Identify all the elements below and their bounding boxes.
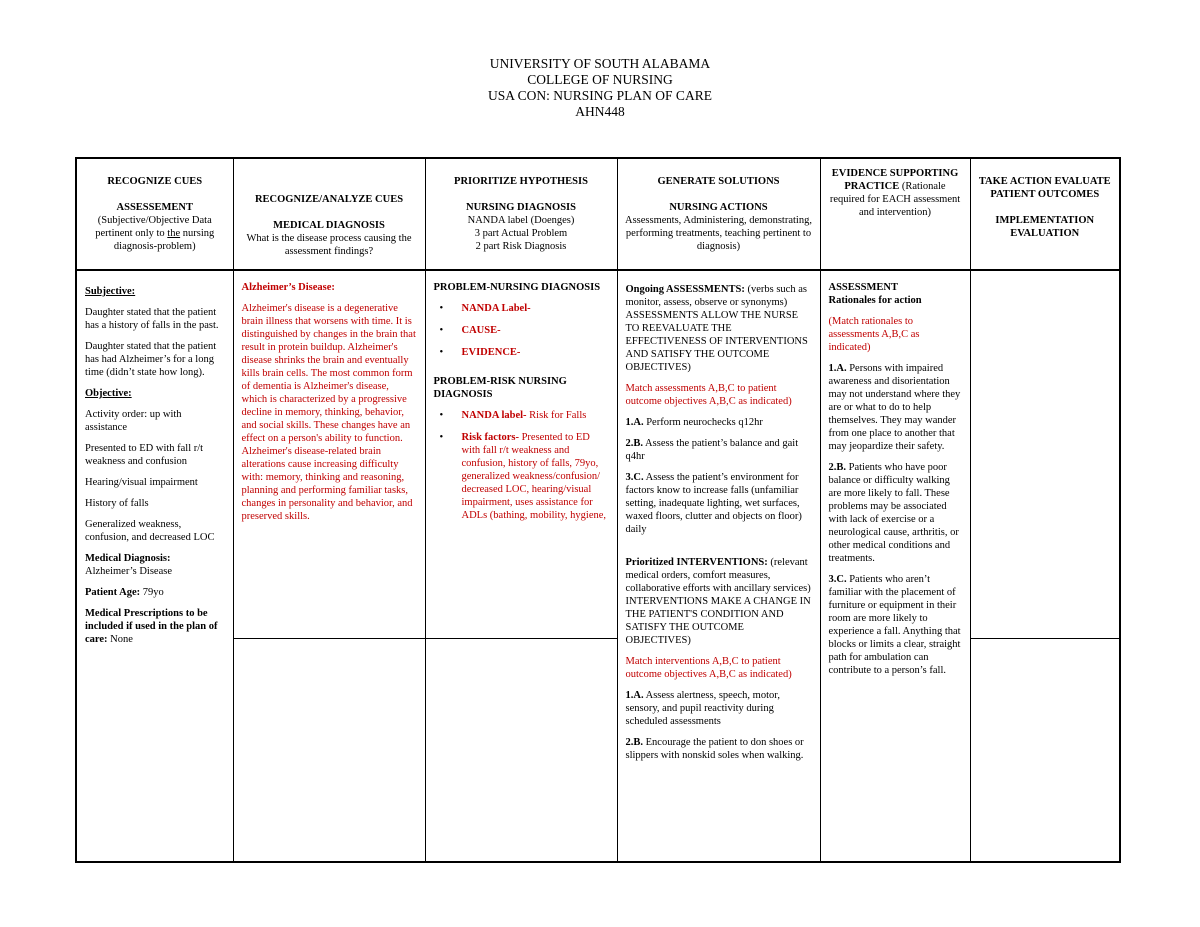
risk-nanda-value: Risk for Falls bbox=[526, 410, 587, 421]
medical-diagnosis-cell-lower bbox=[233, 638, 425, 862]
objective-item: History of falls bbox=[85, 498, 149, 509]
problem-dx-title: PROBLEM-NURSING DIAGNOSIS bbox=[433, 282, 601, 293]
col-header-nursing-diagnosis bbox=[425, 158, 617, 270]
header-college: COLLEGE OF NURSING bbox=[527, 72, 673, 87]
objective-item: Presented to ED with fall r/t weakness and confusion bbox=[85, 443, 204, 467]
rationale-label: 1.A. bbox=[828, 363, 847, 374]
intervention-item: Encourage the patient to don shoes or slippers with nonskid soles when walking. bbox=[625, 737, 804, 761]
rationale-label: 2.B. bbox=[828, 462, 847, 473]
patient-age-value: 79yo bbox=[142, 587, 164, 598]
evidence-label: EVIDENCE- bbox=[461, 347, 521, 358]
rationale-item: Persons with impaired awareness and disorientation may not understand where they are or what to do to help themselves. They may wander from one place to another that may jeopardize their safety. bbox=[828, 363, 961, 452]
prescriptions-label: Medical Prescriptions to be included if used in the plan of care: bbox=[85, 608, 218, 645]
disease-description: Alzheimer's disease is a degenerative brain illness that worsens with time. It is distinguished by changes in the brain that result in protein buildup. Alzheimer's disease shrinks the brain and eventually kills brain cells. The most common form of dementia is Alzheimer's disease, which is characterized by a progressive decline in memory, thinking, behavior, and social skills. These changes have an effect on a person's ability to function. Alzheimer's disease-related brain alterations cause increasing difficulty with: memory, thinking and reasoning, planning and performing familiar tasks, changes in personality and behavior, and preserved skills. bbox=[241, 303, 416, 522]
col2-subtitle: MEDICAL DIAGNOSIS bbox=[273, 220, 385, 231]
ongoing-assessments-label: Ongoing ASSESSMENTS: bbox=[625, 284, 745, 295]
col4-desc: Assessments, Administering, demonstrating, performing treatments, teaching pertinent to diagnosis) bbox=[625, 215, 812, 252]
col3-title: PRIORITIZE HYPOTHESIS bbox=[454, 176, 588, 187]
assessment-cell bbox=[76, 270, 233, 862]
risk-dx-title: PROBLEM-RISK NURSING DIAGNOSIS bbox=[433, 376, 567, 400]
risk-nanda-label: NANDA label- bbox=[461, 410, 527, 421]
care-plan-table bbox=[75, 157, 1121, 863]
col-header-recognize-cues bbox=[76, 158, 233, 270]
col2-title: RECOGNIZE/ANALYZE CUES bbox=[254, 194, 404, 205]
assessment-item: Assess the patient’s balance and gait q4hr bbox=[625, 438, 799, 462]
col2-desc: What is the disease process causing the assessment findings? bbox=[246, 233, 412, 257]
header-plan-title: USA CON: NURSING PLAN OF CARE bbox=[488, 88, 712, 103]
rationale-item: Patients who aren’t familiar with the placement of furniture or equipment in their room are more likely to experience a fall. Anything that blocks or limits a clear, straight path for ambulation can contribute to a person’s fall. bbox=[828, 574, 961, 676]
evidence-title: ASSESSMENT bbox=[828, 282, 898, 293]
prescriptions-value: None bbox=[110, 634, 133, 645]
col3-desc2: 3 part Actual Problem bbox=[474, 228, 568, 239]
assessment-item: Perform neurochecks q12hr bbox=[643, 417, 763, 428]
evidence-subtitle: Rationales for action bbox=[828, 295, 922, 306]
col4-title: GENERATE SOLUTIONS bbox=[657, 176, 780, 187]
col1-title: RECOGNIZE CUES bbox=[107, 176, 203, 187]
match-assessments-note: Match assessments A,B,C to patient outcome objectives A,B,C as indicated) bbox=[625, 383, 792, 407]
col-header-medical-diagnosis bbox=[233, 158, 425, 270]
subjective-label: Subjective: bbox=[85, 286, 136, 297]
subjective-item: Daughter stated that the patient has a history of falls in the past. bbox=[85, 307, 219, 331]
rationale-label: 3.C. bbox=[828, 574, 847, 585]
col6-subtitle: IMPLEMENTATION EVALUATION bbox=[995, 215, 1095, 239]
objective-item: Activity order: up with assistance bbox=[85, 409, 182, 433]
col5-title: EVIDENCE SUPPORTING PRACTICE bbox=[831, 168, 959, 192]
nursing-actions-cell bbox=[617, 270, 820, 862]
intervention-label: 2.B. bbox=[625, 737, 644, 748]
rationale-item: Patients who have poor balance or difficulty walking are more likely to fall. These problems may be associated with lack of exercise or a neurological cause, arthritis, or other medical conditions and treatments. bbox=[828, 462, 959, 564]
assessment-label: 2.B. bbox=[625, 438, 644, 449]
disease-title: Alzheimer’s Disease: bbox=[241, 282, 335, 293]
assessment-item: Assess the patient’s environment for factors know to increase falls (unfamiliar setting, inadequate lighting, wet surfaces, waxed floors, clutter and objects on floor) daily bbox=[625, 472, 802, 535]
medical-dx-label: Medical Diagnosis: bbox=[85, 553, 171, 564]
risk-factors-label: Risk factors- bbox=[461, 432, 519, 443]
col1-subtitle: ASSESSEMENT bbox=[116, 202, 193, 213]
col3-desc1: NANDA label (Doenges) bbox=[467, 215, 575, 226]
col-header-evidence bbox=[820, 158, 970, 270]
evidence-cell bbox=[820, 270, 970, 862]
ongoing-assessments-desc: (verbs such as monitor, assess, observe or synonyms) ASSESSMENTS ALLOW THE NURSE TO REEVALUATE THE EFFECTIVENESS OF INTERVENTIONS AND SATISFY THE OUTCOME OBJECTIVES) bbox=[625, 284, 808, 373]
nursing-diagnosis-cell-lower bbox=[425, 638, 617, 862]
assessment-label: 1.A. bbox=[625, 417, 644, 428]
nursing-diagnosis-cell bbox=[425, 270, 617, 638]
evaluation-cell-bottom bbox=[970, 638, 1120, 862]
objective-item: Hearing/visual impairment bbox=[85, 477, 198, 488]
medical-dx-value: Alzheimer’s Disease bbox=[85, 566, 172, 577]
medical-diagnosis-cell bbox=[233, 270, 425, 638]
col6-title: TAKE ACTION EVALUATE PATIENT OUTCOMES bbox=[978, 176, 1111, 200]
document-header bbox=[0, 56, 1200, 120]
col1-desc: (Subjective/Objective Data pertinent only to the nursing diagnosis-problem) bbox=[95, 215, 215, 252]
interventions-label: Prioritized INTERVENTIONS: bbox=[625, 557, 768, 568]
col3-desc3: 2 part Risk Diagnosis bbox=[475, 241, 567, 252]
header-university: UNIVERSITY OF SOUTH ALABAMA bbox=[489, 56, 711, 71]
patient-age-label: Patient Age: bbox=[85, 587, 141, 598]
col-header-take-action bbox=[970, 158, 1120, 270]
col-header-nursing-actions bbox=[617, 158, 820, 270]
cause-label: CAUSE- bbox=[461, 325, 501, 336]
nanda-label: NANDA Label- bbox=[461, 303, 531, 314]
objective-item: Generalized weakness, confusion, and decreased LOC bbox=[85, 519, 215, 543]
risk-factors-value: Presented to ED with fall r/t weakness and confusion, history of falls, 79yo, generalized weakness/confusion/ decreased LOC, hearing/visual impairment, uses assistance for ADLs (bathing, mobility, hygiene, bbox=[461, 432, 607, 521]
col3-subtitle: NURSING DIAGNOSIS bbox=[466, 202, 576, 213]
intervention-item: Assess alertness, speech, motor, sensory, and pupil reactivity during scheduled assessments bbox=[625, 690, 780, 727]
assessment-label: 3.C. bbox=[625, 472, 644, 483]
match-interventions-note: Match interventions A,B,C to patient outcome objectives A,B,C as indicated) bbox=[625, 656, 792, 680]
col5-desc: (Rationale required for EACH assessment and intervention) bbox=[829, 181, 961, 218]
evaluation-cell-top bbox=[970, 270, 1120, 638]
header-course: AHN448 bbox=[575, 104, 625, 119]
objective-label: Objective: bbox=[85, 388, 132, 399]
intervention-label: 1.A. bbox=[625, 690, 644, 701]
match-rationales-note: (Match rationales to assessments A,B,C as indicated) bbox=[828, 316, 920, 353]
interventions-desc: (relevant medical orders, comfort measures, collaborative efforts with ancillary services) INTERVENTIONS MAKE A CHANGE IN THE PATIENT'S CONDITION AND SATISFY THE OUTCOME OBJECTIVES) bbox=[625, 557, 811, 646]
col4-subtitle: NURSING ACTIONS bbox=[669, 202, 768, 213]
subjective-item: Daughter stated that the patient has had Alzheimer’s for a long time (didn’t state how long). bbox=[85, 341, 217, 378]
